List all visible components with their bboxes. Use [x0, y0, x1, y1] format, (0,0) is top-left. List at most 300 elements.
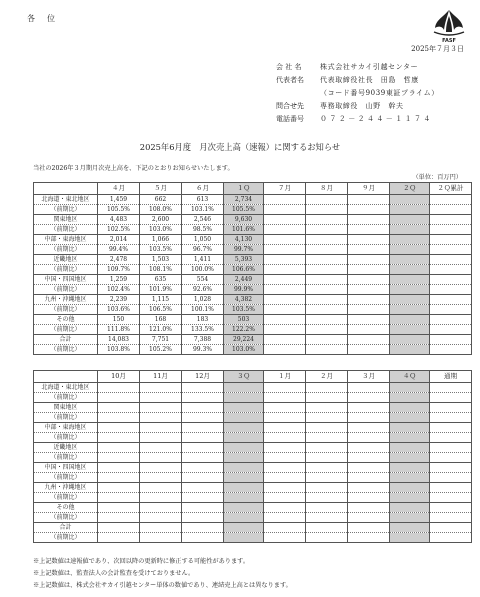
ratio-cell: [224, 433, 264, 443]
ratio-cell: 99.9%: [224, 285, 264, 295]
sales-cell: [306, 235, 348, 245]
company-logo: [432, 8, 466, 44]
ratio-cell: 133.5%: [182, 325, 224, 335]
sales-cell: [348, 383, 390, 393]
sales-cell: [430, 215, 472, 225]
ratio-label: （前期比）: [34, 205, 98, 215]
representative-name: 代表取締役社長 田島 哲康: [320, 76, 419, 84]
table-row-ratio: [34, 513, 472, 523]
ratio-label: （前期比）: [34, 285, 98, 295]
ratio-cell: [306, 513, 348, 523]
ratio-cell: [390, 245, 430, 255]
sales-cell: 1,066: [140, 235, 182, 245]
intro-text: 当社の2026年３月期月次売上高を、下記のとおりお知らせいたします。: [33, 165, 234, 172]
ratio-cell: [348, 413, 390, 423]
ratio-cell: [390, 225, 430, 235]
ratio-cell: [264, 413, 306, 423]
ratio-cell: 105.2%: [140, 345, 182, 355]
header-cell: ６月: [182, 183, 224, 195]
ratio-cell: 111.8%: [98, 325, 140, 335]
ratio-cell: [390, 493, 430, 503]
table-row-ratio: [34, 533, 472, 543]
ratio-cell: [348, 265, 390, 275]
region-label: 関東地区: [34, 215, 98, 225]
sales-cell: [224, 503, 264, 513]
sales-cell: [224, 523, 264, 533]
ratio-cell: [430, 413, 472, 423]
sales-cell: [264, 295, 306, 305]
ratio-cell: [306, 285, 348, 295]
sales-cell: [306, 443, 348, 453]
sales-cell: [430, 335, 472, 345]
sales-cell: [224, 403, 264, 413]
sales-cell: [430, 275, 472, 285]
ratio-cell: [140, 493, 182, 503]
header-cell: ９月: [348, 183, 390, 195]
ratio-cell: [306, 325, 348, 335]
sales-cell: [348, 335, 390, 345]
header-cell: 10月: [98, 371, 140, 383]
ratio-cell: 103.5%: [140, 245, 182, 255]
sales-cell: [264, 255, 306, 265]
region-label: 合計: [34, 335, 98, 345]
ratio-cell: [390, 285, 430, 295]
table-row: [34, 463, 472, 473]
sales-cell: 1,459: [98, 195, 140, 205]
header-cell: １Ｑ: [224, 183, 264, 195]
sales-cell: 29,224: [224, 335, 264, 345]
ratio-cell: [306, 225, 348, 235]
company-row: [276, 63, 476, 75]
ratio-cell: [140, 393, 182, 403]
ratio-cell: 92.6%: [182, 285, 224, 295]
sales-cell: [430, 235, 472, 245]
sales-cell: 5,393: [224, 255, 264, 265]
monthly-sales-table-h2: [33, 370, 472, 543]
sales-cell: [264, 463, 306, 473]
ratio-cell: 96.7%: [182, 245, 224, 255]
sales-cell: [140, 423, 182, 433]
ratio-cell: [264, 453, 306, 463]
sales-cell: [306, 463, 348, 473]
sales-cell: [390, 423, 430, 433]
sales-cell: 7,388: [182, 335, 224, 345]
table-row-ratio: [34, 325, 472, 335]
header-cell: １月: [264, 371, 306, 383]
sales-cell: [98, 503, 140, 513]
sales-cell: [306, 315, 348, 325]
ratio-cell: [264, 225, 306, 235]
ratio-cell: [430, 453, 472, 463]
sales-cell: 7,751: [140, 335, 182, 345]
ratio-cell: [348, 245, 390, 255]
sales-cell: 554: [182, 275, 224, 285]
ratio-cell: 121.0%: [140, 325, 182, 335]
sales-cell: [264, 235, 306, 245]
table-row: [34, 383, 472, 393]
table-row: [34, 275, 472, 285]
sales-cell: [98, 383, 140, 393]
sales-cell: [306, 423, 348, 433]
ratio-cell: [430, 265, 472, 275]
table-row: [34, 503, 472, 513]
code-row: [276, 89, 476, 101]
ratio-cell: [430, 393, 472, 403]
sales-cell: 2,600: [140, 215, 182, 225]
ratio-cell: [182, 453, 224, 463]
ratio-cell: [182, 413, 224, 423]
sales-cell: 503: [224, 315, 264, 325]
ratio-label: （前期比）: [34, 513, 98, 523]
sales-cell: [306, 195, 348, 205]
header-cell: 12月: [182, 371, 224, 383]
ratio-cell: 101.9%: [140, 285, 182, 295]
ratio-cell: 99.7%: [224, 245, 264, 255]
table-row: [34, 423, 472, 433]
ratio-cell: [264, 285, 306, 295]
header-cell: ５月: [140, 183, 182, 195]
ratio-cell: [390, 325, 430, 335]
sales-cell: [182, 463, 224, 473]
region-label: その他: [34, 315, 98, 325]
ratio-label: （前期比）: [34, 345, 98, 355]
ratio-cell: [98, 433, 140, 443]
sales-cell: 662: [140, 195, 182, 205]
sales-cell: 1,503: [140, 255, 182, 265]
ratio-cell: 103.8%: [98, 345, 140, 355]
sales-cell: [348, 215, 390, 225]
table-row-ratio: [34, 453, 472, 463]
region-label: その他: [34, 503, 98, 513]
sales-cell: 4,483: [98, 215, 140, 225]
table-row-ratio: [34, 225, 472, 235]
ratio-cell: [264, 325, 306, 335]
ratio-label: （前期比）: [34, 413, 98, 423]
sales-cell: [140, 523, 182, 533]
sales-cell: [264, 443, 306, 453]
ratio-cell: [306, 305, 348, 315]
sales-cell: [264, 195, 306, 205]
sales-cell: [390, 403, 430, 413]
ratio-cell: [430, 433, 472, 443]
sales-cell: 1,050: [182, 235, 224, 245]
note-2: ※上記数値は、監査法人の会計監査を受けておりません。: [33, 570, 195, 577]
sales-cell: [430, 403, 472, 413]
sales-cell: 2,014: [98, 235, 140, 245]
sales-cell: [348, 523, 390, 533]
header-cell: ７月: [264, 183, 306, 195]
ratio-cell: 99.3%: [182, 345, 224, 355]
ratio-cell: [224, 513, 264, 523]
table-row-ratio: [34, 433, 472, 443]
ratio-cell: [264, 513, 306, 523]
sales-cell: [224, 443, 264, 453]
sales-cell: [390, 235, 430, 245]
sales-cell: [390, 383, 430, 393]
table-row: [34, 403, 472, 413]
ratio-cell: [348, 345, 390, 355]
sales-cell: [98, 403, 140, 413]
ratio-cell: [306, 413, 348, 423]
header-cell: [34, 183, 98, 195]
region-label: 九州・沖縄地区: [34, 295, 98, 305]
sales-cell: [430, 523, 472, 533]
contact-row: [276, 102, 476, 114]
contact-label: 問合せ先: [276, 102, 304, 110]
ratio-cell: [430, 245, 472, 255]
ratio-cell: [264, 265, 306, 275]
region-label: 九州・沖縄地区: [34, 483, 98, 493]
document-date: 2025年７月３日: [411, 45, 464, 53]
sales-cell: [390, 335, 430, 345]
ratio-cell: [430, 345, 472, 355]
ratio-cell: [224, 393, 264, 403]
sales-cell: [224, 483, 264, 493]
ratio-label: （前期比）: [34, 433, 98, 443]
sales-cell: [390, 523, 430, 533]
sales-cell: [348, 483, 390, 493]
sales-cell: [182, 503, 224, 513]
region-label: 合計: [34, 523, 98, 533]
ratio-cell: [348, 493, 390, 503]
ratio-cell: [390, 433, 430, 443]
sales-cell: [264, 383, 306, 393]
region-label: 関東地区: [34, 403, 98, 413]
ratio-cell: [224, 413, 264, 423]
sales-cell: [306, 523, 348, 533]
sales-cell: 613: [182, 195, 224, 205]
ratio-cell: [430, 473, 472, 483]
ratio-cell: 103.5%: [224, 305, 264, 315]
sales-cell: 168: [140, 315, 182, 325]
sales-cell: [98, 423, 140, 433]
ratio-label: （前期比）: [34, 245, 98, 255]
table-row-ratio: [34, 265, 472, 275]
ratio-cell: 109.7%: [98, 265, 140, 275]
ratio-cell: [348, 513, 390, 523]
note-1: ※上記数値は速報値であり、次回以降の更新時に修正する可能性があります。: [33, 558, 250, 565]
sales-cell: [224, 383, 264, 393]
sales-cell: 2,449: [224, 275, 264, 285]
ratio-cell: [264, 433, 306, 443]
sales-cell: [430, 463, 472, 473]
ratio-cell: [98, 453, 140, 463]
sales-cell: [348, 315, 390, 325]
company-name: 株式会社サカイ引越センター: [320, 63, 419, 71]
ratio-cell: [390, 473, 430, 483]
sales-cell: [306, 275, 348, 285]
sales-cell: [348, 275, 390, 285]
sales-cell: [390, 315, 430, 325]
table-row-ratio: [34, 205, 472, 215]
sales-cell: [348, 403, 390, 413]
ratio-cell: 103.1%: [182, 205, 224, 215]
ratio-cell: [348, 433, 390, 443]
sales-cell: 2,734: [224, 195, 264, 205]
sales-cell: [390, 275, 430, 285]
company-label: 会 社 名: [276, 63, 302, 71]
sales-cell: [264, 523, 306, 533]
ratio-cell: [264, 493, 306, 503]
ratio-cell: [390, 413, 430, 423]
ratio-cell: [224, 493, 264, 503]
ratio-cell: [430, 285, 472, 295]
table-row-ratio: [34, 493, 472, 503]
header-cell: [34, 371, 98, 383]
region-label: 北海道・東北地区: [34, 195, 98, 205]
ratio-cell: [430, 205, 472, 215]
sales-cell: [98, 463, 140, 473]
ratio-cell: [98, 533, 140, 543]
sales-cell: [264, 315, 306, 325]
table-row: [34, 523, 472, 533]
recipient: 各 位: [27, 14, 57, 23]
ratio-cell: 102.5%: [98, 225, 140, 235]
sales-cell: [98, 443, 140, 453]
sales-cell: [264, 503, 306, 513]
ratio-cell: 108.0%: [140, 205, 182, 215]
sales-cell: 14,083: [98, 335, 140, 345]
ratio-cell: [306, 265, 348, 275]
ratio-cell: 106.5%: [140, 305, 182, 315]
sales-cell: [182, 523, 224, 533]
ratio-label: （前期比）: [34, 493, 98, 503]
ratio-cell: [390, 205, 430, 215]
sales-cell: [430, 383, 472, 393]
table-row-ratio: [34, 305, 472, 315]
sales-cell: 4,382: [224, 295, 264, 305]
table-row: [34, 235, 472, 245]
ratio-cell: 108.1%: [140, 265, 182, 275]
sales-cell: [430, 255, 472, 265]
ratio-cell: [306, 533, 348, 543]
table-row: [34, 483, 472, 493]
sales-cell: 4,130: [224, 235, 264, 245]
sales-cell: [348, 195, 390, 205]
table-row: [34, 295, 472, 305]
contact-name: 専務取締役 山野 幹夫: [320, 102, 404, 110]
ratio-cell: [430, 533, 472, 543]
table-row: [34, 195, 472, 205]
ratio-label: （前期比）: [34, 325, 98, 335]
ratio-cell: [98, 473, 140, 483]
ratio-cell: [430, 513, 472, 523]
tel-number: ０７２－２４４－１１７４: [320, 115, 433, 123]
sales-cell: [306, 295, 348, 305]
ratio-cell: [98, 513, 140, 523]
region-label: 中国・四国地区: [34, 275, 98, 285]
tel-label: 電話番号: [276, 115, 304, 123]
sales-cell: [390, 483, 430, 493]
ratio-cell: [98, 393, 140, 403]
ratio-cell: 98.5%: [182, 225, 224, 235]
ratio-cell: [224, 533, 264, 543]
ratio-cell: [182, 473, 224, 483]
sales-cell: 1,259: [98, 275, 140, 285]
ratio-label: （前期比）: [34, 393, 98, 403]
ratio-cell: [348, 473, 390, 483]
sales-cell: [182, 383, 224, 393]
ratio-cell: [306, 493, 348, 503]
ratio-cell: [390, 265, 430, 275]
sales-cell: [430, 295, 472, 305]
ratio-cell: [182, 493, 224, 503]
sales-cell: [306, 503, 348, 513]
representative-row: [276, 76, 476, 88]
ratio-cell: [348, 225, 390, 235]
sales-cell: [264, 423, 306, 433]
sales-cell: [306, 403, 348, 413]
tel-row: [276, 115, 476, 127]
header-cell: ３Ｑ: [224, 371, 264, 383]
ratio-cell: [348, 285, 390, 295]
header-cell: ２Ｑ: [390, 183, 430, 195]
sales-cell: [390, 255, 430, 265]
ratio-cell: [264, 305, 306, 315]
ratio-cell: [182, 513, 224, 523]
ratio-cell: 103.6%: [98, 305, 140, 315]
ratio-cell: 103.0%: [224, 345, 264, 355]
ratio-cell: 100.1%: [182, 305, 224, 315]
sales-cell: [430, 423, 472, 433]
table-header-row: [34, 371, 472, 383]
ratio-cell: [140, 473, 182, 483]
sales-cell: [182, 423, 224, 433]
ratio-cell: [390, 513, 430, 523]
table-row-ratio: [34, 245, 472, 255]
ratio-cell: [264, 533, 306, 543]
sales-cell: [264, 335, 306, 345]
sales-cell: [390, 463, 430, 473]
ratio-cell: [306, 393, 348, 403]
ratio-cell: [224, 453, 264, 463]
region-label: 近畿地区: [34, 255, 98, 265]
ratio-cell: [390, 453, 430, 463]
sales-cell: 1,115: [140, 295, 182, 305]
sales-cell: [140, 383, 182, 393]
ratio-label: （前期比）: [34, 225, 98, 235]
region-label: 北海道・東北地区: [34, 383, 98, 393]
ratio-label: （前期比）: [34, 533, 98, 543]
ratio-cell: [390, 345, 430, 355]
ratio-cell: [224, 473, 264, 483]
table-row: [34, 315, 472, 325]
ratio-cell: 100.0%: [182, 265, 224, 275]
ratio-cell: [390, 305, 430, 315]
sales-cell: [140, 503, 182, 513]
table-row-ratio: [34, 413, 472, 423]
sales-cell: [182, 483, 224, 493]
sales-cell: [348, 295, 390, 305]
ratio-cell: [430, 225, 472, 235]
header-cell: ４月: [98, 183, 140, 195]
sales-cell: 1,028: [182, 295, 224, 305]
ratio-cell: [306, 345, 348, 355]
header-cell: ８月: [306, 183, 348, 195]
ratio-cell: [182, 433, 224, 443]
table-row: [34, 443, 472, 453]
sales-cell: [140, 463, 182, 473]
sales-cell: [430, 443, 472, 453]
sales-cell: [390, 195, 430, 205]
sales-cell: [348, 255, 390, 265]
sales-cell: [140, 403, 182, 413]
ratio-cell: [430, 493, 472, 503]
ratio-cell: [98, 413, 140, 423]
ratio-cell: [306, 205, 348, 215]
table-row-ratio: [34, 285, 472, 295]
ratio-cell: [140, 513, 182, 523]
